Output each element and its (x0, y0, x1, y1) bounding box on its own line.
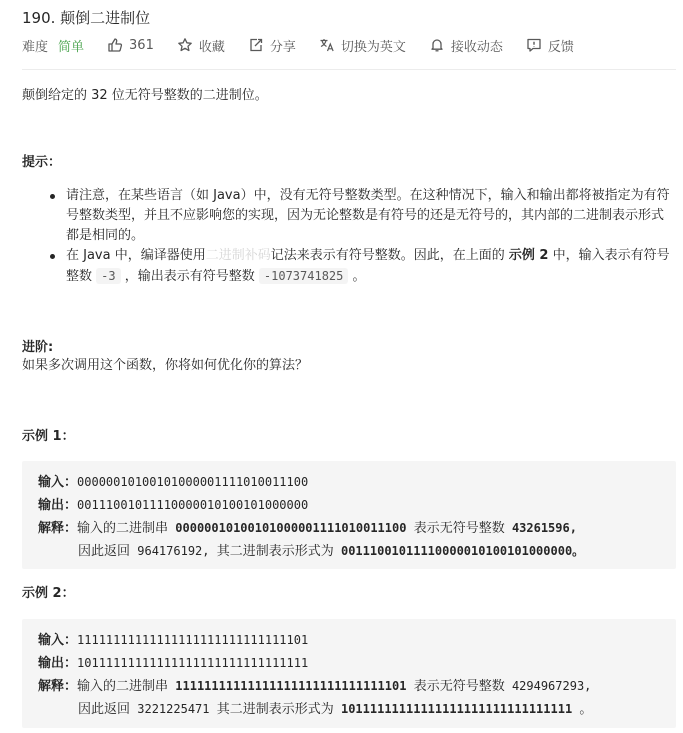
example-2-input-row: 输入：11111111111111111111111111111101 (38, 633, 309, 648)
like-count: 361 (129, 37, 154, 53)
favorite-label: 收藏 (198, 39, 225, 55)
difficulty-badge: 简单 (58, 39, 85, 55)
advanced-heading: 进阶: (22, 340, 54, 355)
header-divider (22, 69, 676, 70)
inline-code: -1073741825 (259, 268, 348, 284)
advanced-text: 如果多次调用这个函数，你将如何优化你的算法？ (22, 358, 309, 373)
follow-button[interactable] (429, 36, 503, 55)
tip-item-2: 在 Java 中，编译器使用二进制补码记法来表示有符号整数。因此，在上面的 示例 2 中，输入表示有符号整数 -3 ，输出表示有符号整数 -1073741825 。 (66, 246, 674, 287)
switch-language-button[interactable] (319, 36, 406, 55)
inline-code: -3 (96, 268, 120, 284)
example-1-heading: 示例 1： (22, 429, 75, 444)
example-1-input: 00000010100101000001111010011100 (77, 475, 309, 489)
example-1-explain-row: 解释：输入的二进制串 00000010100101000001111010011100 表示无符号整数 43261596, (38, 521, 577, 536)
difficulty-label: 难度 (22, 39, 49, 55)
thumbs-up-icon (107, 37, 123, 53)
switch-language-label: 切换为英文 (340, 39, 406, 55)
feedback-label: 反馈 (547, 39, 574, 55)
twos-complement-link[interactable]: 二进制补码 (205, 248, 271, 263)
problem-title: 190. 颠倒二进制位 (22, 9, 151, 27)
problem-meta-bar (22, 36, 597, 54)
bell-icon (429, 37, 445, 53)
problem-description: 颠倒给定的 32 位无符号整数的二进制位。 (22, 88, 268, 103)
example-2-heading: 示例 2： (22, 586, 75, 601)
example-2-explain-row-2: 因此返回 3221225471 其二进制表示形式为 10111111111111111111111111111111 。 (78, 702, 593, 717)
example-1-explain-row-2: 因此返回 964176192, 其二进制表示形式为 00111001011110000010100101000000。 (78, 544, 585, 559)
example-1-input-row: 输入：00000010100101000001111010011100 (38, 475, 309, 490)
share-icon (248, 37, 264, 53)
translate-icon (319, 37, 335, 53)
example-2-output: 10111111111111111111111111111111 (77, 656, 309, 670)
share-label: 分享 (269, 39, 296, 55)
example-2-input: 11111111111111111111111111111101 (77, 633, 309, 647)
example-2-block (22, 619, 676, 728)
tips-list (22, 186, 674, 287)
star-icon (177, 37, 193, 53)
example-1-block (22, 461, 676, 569)
follow-label: 接收动态 (450, 39, 503, 55)
tip-item-1: 请注意，在某些语言（如 Java）中，没有无符号整数类型。在这种情况下，输入和输出都将被指定为有符号整数类型，并且不应影响您的实现，因为无论整数是有符号的还是无符号的，其内部的二进制表示形式都是相同的。 (66, 186, 674, 246)
like-button[interactable] (107, 37, 154, 53)
example-2-explain-row: 解释：输入的二进制串 11111111111111111111111111111101 表示无符号整数 4294967293, (38, 679, 592, 694)
share-button[interactable] (248, 36, 296, 55)
feedback-icon (526, 37, 542, 53)
tips-heading: 提示： (22, 155, 62, 170)
example-2-output-row: 输出：10111111111111111111111111111111 (38, 656, 309, 671)
feedback-button[interactable] (526, 36, 574, 55)
favorite-button[interactable] (177, 36, 225, 55)
example-1-output: 00111001011110000010100101000000 (77, 498, 309, 512)
example-1-output-row: 输出：00111001011110000010100101000000 (38, 498, 309, 513)
